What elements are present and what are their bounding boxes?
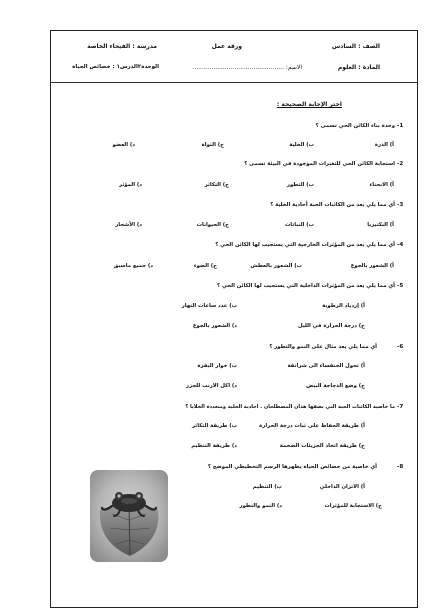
- question-text: استجابة الكائن الحي للتغيرات الموجودة في البيئة تسمى ؟: [244, 161, 395, 167]
- question-number: -6: [397, 344, 404, 350]
- option-a[interactable]: أ) إزدياد الرطوبة: [322, 303, 365, 309]
- question-number: -1: [397, 123, 404, 129]
- option-d[interactable]: د) طريقة التنظيم: [191, 443, 237, 449]
- question-text: أي مما يلي يعد مثال على النمو والتطور ؟: [269, 344, 377, 350]
- question-text: أي مما يلي يعد من المؤثرات الخارجية التي يستجيب لها الكائن الحي ؟: [215, 242, 395, 248]
- frog-photo: [90, 470, 168, 562]
- question-number: -2: [397, 161, 404, 167]
- student-name-field[interactable]: الاسم: ................................................: [192, 64, 302, 71]
- option-a[interactable]: أ) الاتزان الداخلي: [319, 484, 365, 490]
- option-b[interactable]: ب) النباتات: [284, 222, 314, 228]
- option-b[interactable]: ب) الشعور بالعطش: [250, 263, 302, 269]
- question-number: -8: [397, 464, 404, 470]
- grade-label: الصف : السادس: [332, 43, 380, 50]
- option-b[interactable]: ب) الخلية: [289, 142, 314, 148]
- option-b[interactable]: ب) التطور: [286, 182, 314, 188]
- option-c[interactable]: ج) الضوء: [193, 263, 217, 269]
- option-b[interactable]: ب) عدد ساعات النهار: [181, 303, 237, 309]
- option-d[interactable]: د) اكل الارنب للجزر: [185, 383, 237, 389]
- question-text: وحدة بناء الكائن الحي تسمى ؟: [315, 123, 395, 129]
- option-b[interactable]: ب) التنظيم: [252, 484, 282, 490]
- option-c[interactable]: ج) طريقة اتخاذ الجزيئات الضخمة: [279, 443, 365, 449]
- option-d[interactable]: د) الأشجار: [115, 222, 142, 228]
- option-d[interactable]: د) العضو: [112, 142, 135, 148]
- option-a[interactable]: أ) طريقة الحفاظ على ثبات درجة الحرارة: [259, 423, 365, 429]
- option-b[interactable]: ب) خوار البقرة: [197, 363, 237, 369]
- worksheet-title: ورقة عمل: [211, 43, 242, 50]
- header-divider: [51, 82, 417, 83]
- option-a[interactable]: أ) الذرة: [374, 142, 394, 148]
- question-number: -5: [397, 283, 404, 289]
- option-b[interactable]: ب) طريقة التكاثر: [191, 423, 237, 429]
- option-d[interactable]: د) جميع ماسبق: [113, 263, 153, 269]
- option-c[interactable]: ج) وضع الدجاجة البيض: [306, 383, 365, 389]
- unit-label: الوحدة٢الدرس١ : خصائص الحياة: [72, 64, 159, 70]
- option-c[interactable]: ج) الاستجابة للمؤثرات: [324, 503, 382, 509]
- option-d[interactable]: د) النمو والتطور: [239, 503, 282, 509]
- instructions: اختر الإجابة الصحيحة :: [276, 101, 342, 108]
- subject-label: المادة : العلوم: [337, 64, 380, 71]
- option-c[interactable]: ج) النواة: [201, 142, 224, 148]
- option-a[interactable]: أ) الانحناء: [369, 182, 394, 188]
- question-text: أي مما يلي يعد من المؤثرات الداخلية التي يستجيب لها الكائن الحي ؟: [217, 283, 395, 289]
- option-a[interactable]: أ) الشعور بالجوع: [350, 263, 394, 269]
- option-c[interactable]: ج) التكاثر: [204, 182, 229, 188]
- frog-illustration: [90, 470, 168, 562]
- question-number: -4: [397, 242, 404, 248]
- school-name: مدرسة : الفيحاء الخاصة: [87, 43, 157, 50]
- option-d[interactable]: د) الشعور بالجوع: [192, 323, 237, 329]
- question-number: -7: [397, 404, 404, 410]
- question-number: -3: [397, 202, 404, 208]
- option-c[interactable]: ج) الحيوانات: [196, 222, 229, 228]
- option-a[interactable]: أ) البكتيريا: [367, 222, 394, 228]
- option-c[interactable]: ج) درجة الحرارة في الليل: [297, 323, 365, 329]
- option-d[interactable]: د) المؤثر: [119, 182, 142, 188]
- option-a[interactable]: أ) تحول الخنفساء الى شرانقة: [287, 363, 365, 369]
- question-text: أي مما يلي يعد من الكائنات الحية أحادية الخلية ؟: [270, 202, 395, 208]
- question-text: أي خاصية من خصائص الحياة يظهرها الرسم التخطيطي الموضح ؟: [207, 464, 377, 470]
- question-text: ما خاصية الكائنات الحية التي يصفها هذان المصطلحان . احادية الخلية ومتعددة الخلايا ؟: [185, 404, 395, 410]
